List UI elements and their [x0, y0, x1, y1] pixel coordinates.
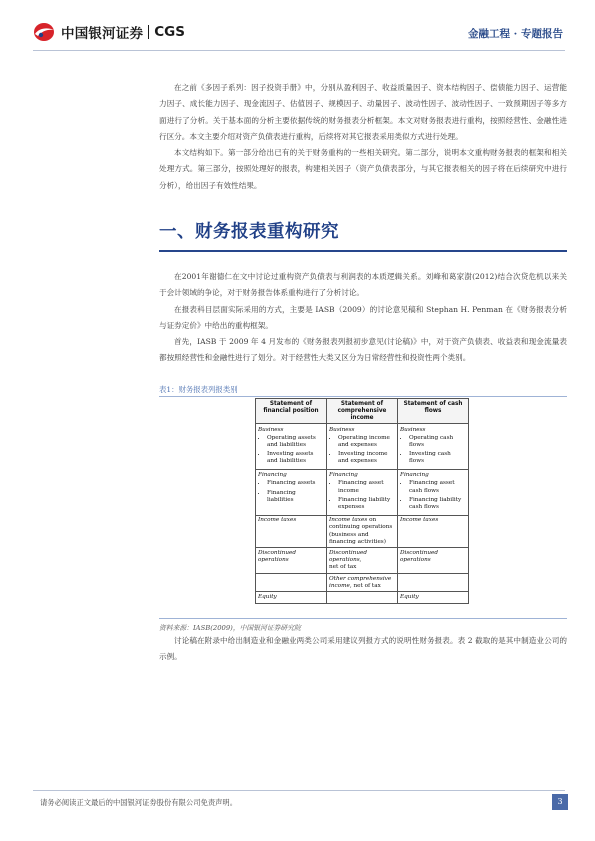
header-comprehensive-income: Statement of comprehensive income: [327, 399, 398, 424]
equity-label: Equity: [400, 593, 419, 600]
list-item: • Operating assets and liabilities: [267, 435, 324, 449]
category-label: Financing: [400, 472, 429, 479]
cell-equity-income: [327, 592, 398, 603]
cell-equity-cashflow: [398, 592, 469, 603]
category-label: Business: [258, 426, 284, 433]
section-title: 一、财务报表重构研究: [159, 222, 339, 242]
list-item: • Investing assets and liabilities: [267, 451, 324, 465]
cell-business-position: [256, 424, 327, 470]
list-item: • Financing assets: [267, 480, 324, 487]
brand-logo: [33, 22, 185, 42]
table-row-financing: [256, 469, 469, 515]
page-header: [0, 0, 595, 52]
list-item: • Investing cash flows: [409, 451, 466, 465]
closing-block: [159, 633, 567, 666]
footer-disclaimer: 请务必阅读正文最后的中国银河证券股份有限公司免责声明。: [40, 798, 238, 807]
logo-english-text: CGS: [154, 24, 185, 40]
discontinued-label: Discontinued operations,: [329, 549, 368, 564]
cell-discontinued-position: [256, 548, 327, 574]
logo-divider: [148, 25, 149, 39]
category-label: Financing: [329, 472, 358, 479]
list-item: • Financing liabilities: [267, 490, 324, 504]
section-body: [159, 269, 567, 367]
table-header-row: [256, 399, 469, 424]
intro-paragraph-2: 本文结构如下。第一部分给出已有的关于财务重构的一些相关研究。第二部分，说明本文重构财务报表的框架和相关处理方式。第三部分，按照处理好的报表，构建相关因子（资产负债表部分，与其它报表相关的因子将在后续研究中进行分析），给出因子有效性结果。: [159, 148, 567, 190]
cell-financing-position: [256, 469, 327, 515]
list-item: • Investing income and expenses: [338, 451, 395, 465]
closing-paragraph: 讨论稿在附录中给出制造业和金融业两类公司采用建议列报方式的说明性财务报表。表 2 截取的是其中制造业公司的示例。: [159, 636, 567, 662]
discontinued-detail: net of tax: [329, 564, 357, 571]
discontinued-label: Discontinued operations: [400, 549, 439, 564]
table-row-equity: [256, 592, 469, 603]
section-paragraph-2: 在报表科目层面实际采用的方式，主要是 IASB（2009）的讨论意见稿和 Stephan H. Penman 在《财务报表分析与证券定价》中给出的重构框架。: [159, 304, 567, 330]
table-caption: 表1：财务报表列报类别: [159, 385, 238, 394]
cell-income-taxes-income: [327, 515, 398, 548]
logo-chinese-text: 中国银河证券: [61, 26, 144, 42]
cell-oci-position: [256, 574, 327, 592]
income-taxes-label: Income taxes: [258, 517, 297, 524]
list-item: • Operating cash flows: [409, 435, 466, 449]
list-item: • Financing liability expenses: [338, 497, 395, 511]
cell-discontinued-income: [327, 548, 398, 574]
category-label: Business: [400, 426, 426, 433]
income-taxes-label: Income taxes: [400, 517, 439, 524]
source-divider: [159, 618, 567, 619]
cell-oci-cashflow: [398, 574, 469, 592]
cell-oci-income: [327, 574, 398, 592]
cell-equity-position: [256, 592, 327, 603]
list-item: • Financing liability cash flows: [409, 497, 466, 511]
header-cash-flows: Statement of cash flows: [398, 399, 469, 424]
table-row-discontinued: [256, 548, 469, 574]
cell-financing-cashflow: [398, 469, 469, 515]
section-divider: [159, 250, 567, 252]
discontinued-label: Discontinued operations: [258, 549, 297, 564]
page-number: 3: [552, 794, 568, 810]
cell-income-taxes-cashflow: [398, 515, 469, 548]
cell-discontinued-cashflow: [398, 548, 469, 574]
galaxy-logo-icon: [33, 22, 55, 42]
table-source: 资料来源：IASB(2009)，中国银河证券研究院: [159, 624, 301, 632]
intro-block: [159, 80, 567, 194]
category-label: Business: [329, 426, 355, 433]
footer-divider: [33, 790, 565, 791]
header-divider: [33, 50, 565, 51]
section-paragraph-3: 首先，IASB 于 2009 年 4 月发布的《财务报表列报初步意见(讨论稿)》中，对于资产负债表、收益表和现金流量表都按照经营性和金融性进行了划分。对于经营性大类又区分为日常经营性和投资性两个类别。: [159, 337, 567, 363]
income-taxes-label: Income taxes: [329, 517, 368, 524]
cell-financing-income: [327, 469, 398, 515]
table-row-income-taxes: [256, 515, 469, 548]
list-item: • Financing asset cash flows: [409, 480, 466, 494]
cell-business-cashflow: [398, 424, 469, 470]
table-row-business: [256, 424, 469, 470]
oci-detail: , net of tax: [349, 582, 381, 589]
list-item: • Operating income and expenses: [338, 435, 395, 449]
intro-paragraph-1: 在之前《多因子系列：因子投资手册》中，分别从盈利因子、收益质量因子、资本结构因子、偿债能力因子、运营能力因子、成长能力因子、现金流因子、估值因子、规模因子、动量因子、波动性因子、波动性因子、一致预期因子等多方面进行了分析。关于基本面的分析主要依据传统的财务报表分析框架。本文对财务报表进行重构，按照经营性、金融性进行区分。本文主要介绍对资产负债表进行重构，后续将对其它报表采用类似方式进行处理。: [159, 83, 567, 141]
table-row-oci: [256, 574, 469, 592]
oci-label: Other comprehensive income: [329, 575, 392, 589]
income-taxes-detail: on continuing operations (business and financing activities): [329, 517, 393, 545]
category-label: Financing: [258, 472, 287, 479]
cell-business-income: [327, 424, 398, 470]
section-paragraph-1: 在2001年谢德仁在文中讨论过重构资产负债表与利润表的本质逻辑关系。刘峰和葛家澍(2012)结合次贷危机以来关于会计领域的争论，对于财务报告体系重构进行了分析讨论。: [159, 272, 567, 298]
cell-income-taxes-position: [256, 515, 327, 548]
list-item: • Financing asset income: [338, 480, 395, 494]
report-type: 金融工程 · 专题报告: [468, 28, 563, 40]
caption-divider: [159, 396, 567, 397]
header-financial-position: Statement of financial position: [256, 399, 327, 424]
equity-label: Equity: [258, 593, 277, 600]
statement-classification-table: [255, 398, 469, 604]
